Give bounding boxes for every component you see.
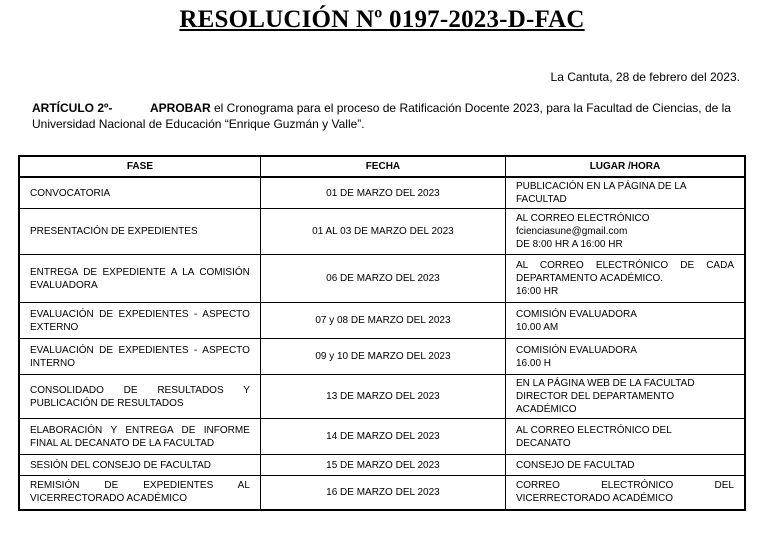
article-paragraph [32,100,732,132]
lugar-line: COMISIÓN EVALUADORA [515,308,637,320]
article-label: ARTÍCULO 2º- [32,101,113,115]
lugar-line: 16:00 HR [515,286,559,297]
lugar-cell [505,255,745,303]
fase-cell: CONSOLIDADO DE RESULTADOS Y PUBLICACIÓN DE RESULTADOS [19,375,260,419]
table-row [19,339,745,375]
table-row [19,209,745,255]
lugar-cell [505,455,745,476]
lugar-cell [505,419,745,455]
fecha-cell: 13 DE MARZO DEL 2023 [260,375,505,419]
lugar-line: DE 8:00 HR A 16:00 HR [515,239,623,250]
fase-cell: EVALUACIÓN DE EXPEDIENTES - ASPECTO INTERNO [19,339,260,375]
fecha-cell: 07 y 08 DE MARZO DEL 2023 [260,303,505,339]
fecha-cell: 15 DE MARZO DEL 2023 [260,455,505,476]
fase-cell: PRESENTACIÓN DE EXPEDIENTES [19,209,260,255]
fecha-cell: 09 y 10 DE MARZO DEL 2023 [260,339,505,375]
fecha-cell: 16 DE MARZO DEL 2023 [260,476,505,510]
fase-cell: EVALUACIÓN DE EXPEDIENTES - ASPECTO EXTERNO [19,303,260,339]
lugar-line: CONSEJO DE FACULTAD [515,459,635,471]
lugar-line: COMISIÓN EVALUADORA [515,344,637,356]
table-row [19,375,745,419]
table-row [19,419,745,455]
resolution-title: RESOLUCIÓN Nº 0197-2023-D-FAC [179,6,585,33]
column-header-fecha: FECHA [260,156,505,177]
lugar-cell [505,177,745,209]
article-text: el Cronograma para el proceso de Ratificación Docente 2023, para la Facultad de Ciencias, de la Universidad Nacional de Educación “Enrique Guzmán y Valle”. [32,101,731,131]
fase-cell: REMISIÓN DE EXPEDIENTES AL VICERRECTORADO ACADÉMICO [19,476,260,510]
table-row [19,303,745,339]
table-row [19,476,745,510]
lugar-line: AL CORREO ELECTRÓNICO DEL [515,424,672,436]
date-line: La Cantuta, 28 de febrero del 2023. [550,70,740,84]
lugar-line: 16.00 H [515,357,552,369]
table-row [19,177,745,209]
fecha-cell: 01 AL 03 DE MARZO DEL 2023 [260,209,505,255]
lugar-cell [505,339,745,375]
fecha-cell: 14 DE MARZO DEL 2023 [260,419,505,455]
fase-cell: ENTREGA DE EXPEDIENTE A LA COMISIÓN EVALUADORA [19,255,260,303]
column-header-lugar: LUGAR /HORA [505,156,745,177]
lugar-line: DIRECTOR DEL DEPARTAMENTO ACADÉMICO [515,391,675,415]
table-row [19,455,745,476]
schedule-table [18,155,746,511]
lugar-line: EN LA PÁGINA WEB DE LA FACULTAD [515,378,695,389]
email-text: fcienciasune@gmail.com [515,226,628,237]
lugar-line: DECANATO [515,437,571,449]
fase-cell: ELABORACIÓN Y ENTREGA DE INFORME FINAL AL DECANATO DE LA FACULTAD [19,419,260,455]
lugar-cell [505,476,745,510]
lugar-cell [505,209,745,255]
lugar-line: 10.00 AM [515,321,559,333]
fecha-cell: 06 DE MARZO DEL 2023 [260,255,505,303]
lugar-line: PUBLICACIÓN EN LA PÁGINA DE LA FACULTAD [515,181,687,205]
column-header-fase: FASE [19,156,260,177]
fecha-cell: 01 DE MARZO DEL 2023 [260,177,505,209]
fase-cell: CONVOCATORIA [19,177,260,209]
lugar-line: CORREO ELECTRÓNICO DEL VICERRECTORADO ACADÉMICO [515,480,734,505]
lugar-cell [505,303,745,339]
fase-cell: SESIÓN DEL CONSEJO DE FACULTAD [19,455,260,476]
table-header-row [19,156,745,177]
lugar-line: AL CORREO ELECTRÓNICO DE CADA DEPARTAMENTO ACADÉMICO. [515,260,734,284]
table-row [19,255,745,303]
lugar-line: AL CORREO ELECTRÓNICO [515,213,650,224]
article-verb: APROBAR [150,101,211,115]
lugar-cell [505,375,745,419]
